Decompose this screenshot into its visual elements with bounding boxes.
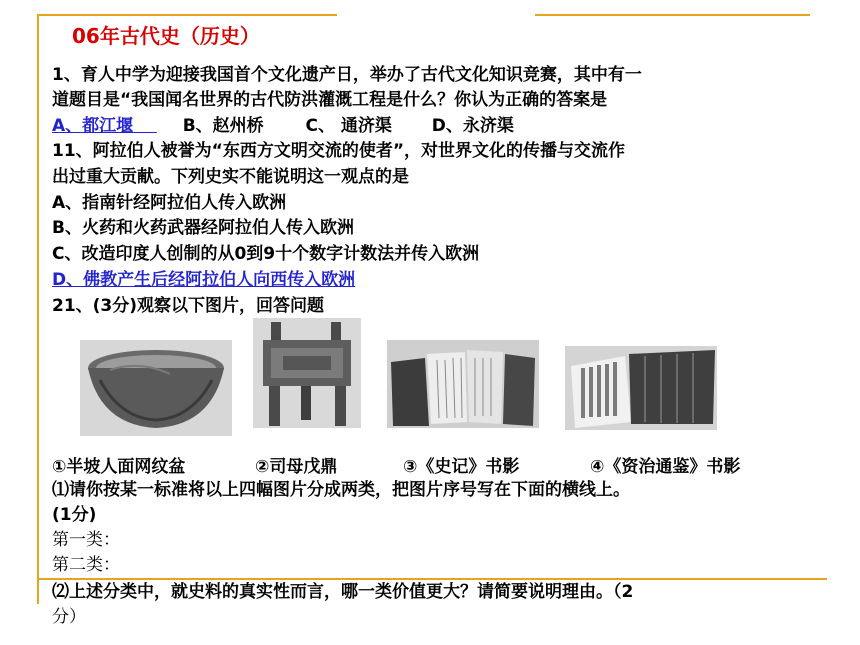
q1-option-a-answer[interactable]: A、都江堰: [52, 116, 134, 136]
q21-part2-line2: 分）: [52, 607, 86, 627]
q11-option-a: A、指南针经阿拉伯人传入欧洲: [52, 193, 287, 213]
caption-1: ①半坡人面网纹盆: [52, 457, 186, 477]
caption-3: ③《史记》书影: [403, 457, 520, 477]
q1-line2: 道题目是“我国闻名世界的古代防洪灌溉工程是什么？你认为正确的答案是: [52, 90, 608, 110]
frame-top-border: [37, 14, 337, 16]
class1-label: 第一类：: [52, 530, 120, 550]
q1-option-d: D、永济渠: [431, 116, 514, 136]
q11-option-d-answer[interactable]: D、佛教产生后经阿拉伯人向西传入欧洲: [52, 270, 356, 290]
q21-part1-line1: ⑴请你按某一标准将以上四幅图片分成两类，把图片序号写在下面的横线上。: [52, 480, 630, 500]
shiji-book-image: [387, 340, 539, 428]
q11-option-b: B、火药和火药武器经阿拉伯人传入欧洲: [52, 218, 354, 238]
ding-vessel-image: [253, 318, 361, 428]
q21-part1-line2: (1分): [52, 505, 97, 525]
q11-line1: 11、阿拉伯人被誉为“东西方文明交流的使者”，对世界文化的传播与交流作: [52, 141, 626, 161]
frame-left-border: [37, 14, 39, 604]
q1-option-b: B、赵州桥: [182, 116, 264, 136]
class2-label: 第二类：: [52, 555, 120, 575]
q21-stem: 21、(3分)观察以下图片，回答问题: [52, 296, 325, 316]
zizhi-tongjian-book-image: [565, 346, 717, 430]
slide-title: 06年古代史（历史）: [72, 24, 260, 48]
caption-4: ④《资治通鉴》书影: [590, 457, 741, 477]
q11-line2: 出过重大贡献。下列史实不能说明这一观点的是: [52, 167, 409, 187]
q11-option-c: C、改造印度人创制的从0到9十个数字计数法并传入欧洲: [52, 244, 480, 264]
frame-top-border-right: [535, 14, 810, 16]
q1-line1: 1、育人中学为迎接我国首个文化遗产日，举办了古代文化知识竞赛，其中有一: [52, 65, 642, 85]
q21-part2-line1: ⑵上述分类中，就史料的真实性而言，哪一类价值更大？请简要说明理由。（2: [52, 582, 634, 602]
q1-options: [52, 114, 514, 138]
pottery-basin-image: [80, 340, 232, 436]
q1-option-c: C、 通济渠: [305, 116, 392, 136]
caption-2: ②司母戊鼎: [255, 457, 338, 477]
